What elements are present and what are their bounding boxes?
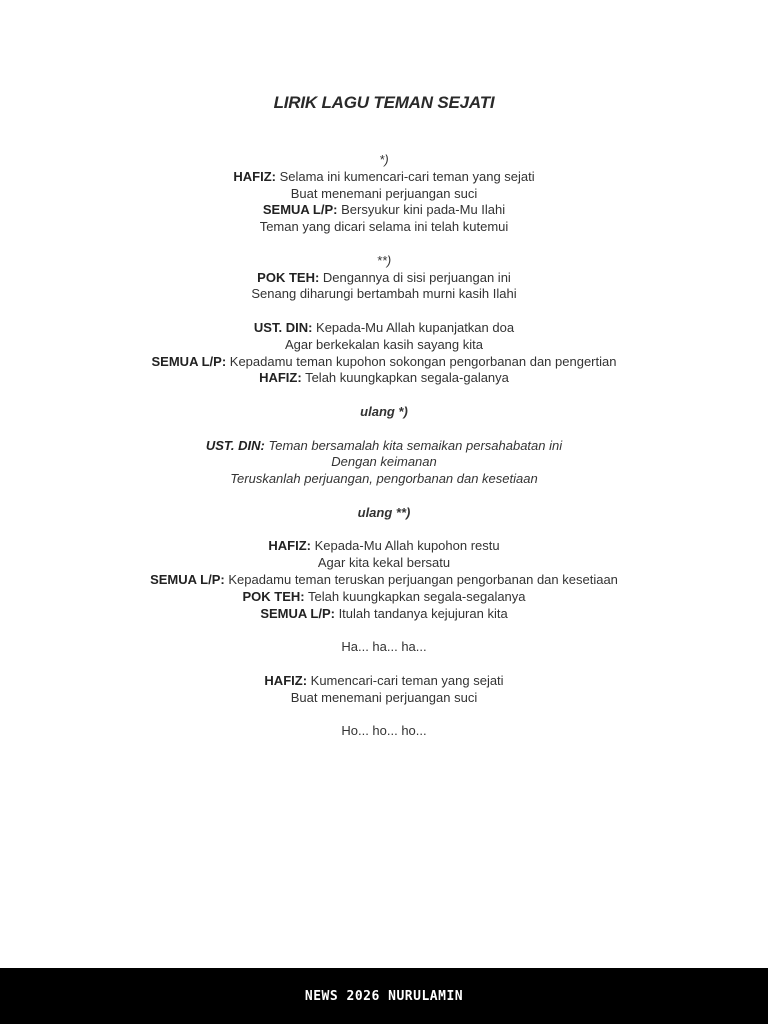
stanza-gap [0, 303, 768, 320]
lyric-line [0, 169, 768, 186]
lyric-line [0, 320, 768, 337]
lyric-text: Kepadamu teman kupohon sokongan pengorbanan dan pengertian [226, 353, 617, 369]
lyric-line [0, 270, 768, 287]
lyric-line [0, 505, 768, 522]
lyric-text: Teman yang dicari selama ini telah kutemui [259, 219, 509, 235]
lyric-text: Telah kuungkapkan segala-segalanya [304, 588, 526, 604]
lyric-line [0, 606, 768, 623]
stanza-gap [0, 421, 768, 438]
lyric-text: Buat menemani perjuangan suci [290, 185, 478, 201]
lyric-text: Ha... ha... ha... [341, 639, 427, 655]
lyric-line [0, 572, 768, 589]
lyrics-body [0, 152, 768, 740]
lyric-line [0, 723, 768, 740]
lyric-line [0, 589, 768, 606]
stanza-gap [0, 236, 768, 253]
stanza-gap [0, 622, 768, 639]
document-title: LIRIK LAGU TEMAN SEJATI [273, 93, 495, 112]
lyric-line [0, 538, 768, 555]
lyric-line [0, 438, 768, 455]
lyric-text: **) [376, 252, 392, 268]
speaker-label: SEMUA L/P: [150, 571, 225, 587]
speaker-label: HAFIZ: [259, 370, 302, 386]
speaker-label: HAFIZ: [264, 672, 308, 688]
stanza-gap [0, 656, 768, 673]
stanza-gap [0, 488, 768, 505]
lyric-text: Teman bersamalah kita semaikan persahabatan ini [264, 437, 563, 453]
speaker-label: UST. DIN: [253, 319, 313, 335]
lyric-line [0, 337, 768, 354]
lyric-text: Itulah tandanya kejujuran kita [334, 605, 508, 621]
lyric-line [0, 202, 768, 219]
stanza-gap [0, 522, 768, 539]
lyric-text: Buat menemani perjuangan suci [290, 689, 478, 705]
lyric-text: Telah kuungkapkan segala-galanya [301, 370, 509, 386]
lyric-text: Agar kita kekal bersatu [317, 555, 451, 571]
speaker-label: SEMUA L/P: [262, 202, 338, 218]
lyric-text: Senang diharungi bertambah murni kasih Ilahi [251, 286, 517, 302]
lyric-line [0, 186, 768, 203]
lyric-line [0, 286, 768, 303]
speaker-label: SEMUA L/P: [260, 605, 335, 621]
lyric-text: *) [379, 152, 389, 167]
lyric-text: Teruskanlah perjuangan, pengorbanan dan kesetiaan [230, 471, 538, 487]
lyric-line [0, 152, 768, 169]
lyric-text: ulang *) [360, 403, 408, 419]
lyric-line [0, 370, 768, 387]
lyric-text: Kepada-Mu Allah kupanjatkan doa [312, 319, 515, 335]
stanza-gap [0, 706, 768, 723]
lyric-line [0, 404, 768, 421]
lyric-line [0, 219, 768, 236]
footer-text: NEWS 2026 NURULAMIN [304, 988, 464, 1004]
lyric-line [0, 673, 768, 690]
footer-bar [0, 968, 768, 1024]
lyric-line [0, 253, 768, 270]
lyric-text: Agar berkekalan kasih sayang kita [284, 336, 483, 352]
lyric-text: Kepada-Mu Allah kupohon restu [310, 538, 500, 554]
lyric-text: Kepadamu teman teruskan perjuangan pengorbanan dan kesetiaan [224, 571, 618, 587]
speaker-label: POK TEH: [257, 269, 320, 285]
lyric-line [0, 690, 768, 707]
lyric-line [0, 354, 768, 371]
lyric-text: Dengannya di sisi perjuangan ini [319, 269, 511, 285]
lyric-text: Dengan keimanan [331, 454, 437, 470]
speaker-label: POK TEH: [242, 588, 305, 604]
speaker-label: UST. DIN: [205, 437, 265, 453]
lyric-text: Bersyukur kini pada-Mu Ilahi [337, 202, 506, 218]
lyric-text: ulang **) [357, 504, 411, 520]
lyric-text: Ho... ho... ho... [341, 723, 427, 739]
lyric-text: Kumencari-cari teman yang sejati [307, 672, 504, 688]
lyric-line [0, 555, 768, 572]
speaker-label: HAFIZ: [268, 538, 311, 554]
lyric-text: Selama ini kumencari-cari teman yang sejati [275, 168, 535, 184]
speaker-label: SEMUA L/P: [151, 353, 227, 369]
stanza-gap [0, 387, 768, 404]
lyric-line [0, 454, 768, 471]
speaker-label: HAFIZ: [233, 168, 276, 184]
lyric-line [0, 639, 768, 656]
lyric-line [0, 471, 768, 488]
